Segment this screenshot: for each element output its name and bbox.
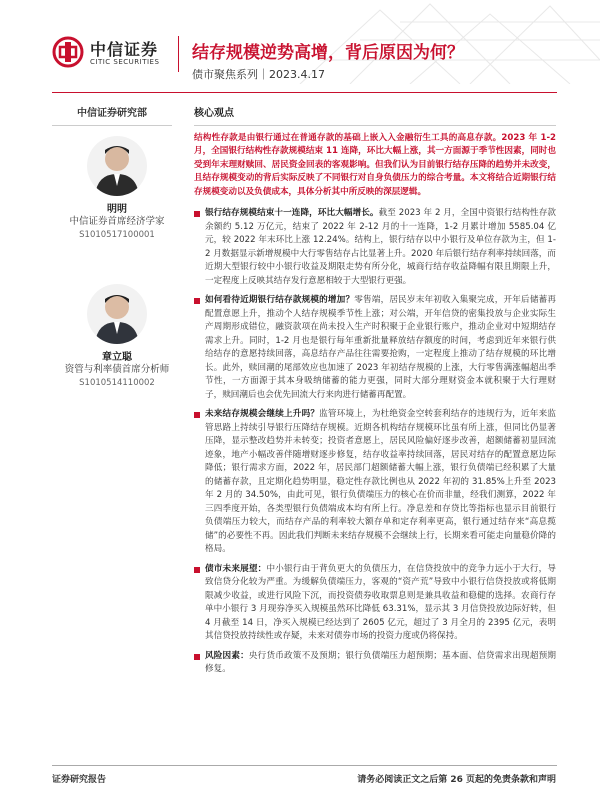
analyst-card [52,136,182,240]
bullet-item [194,408,556,557]
bullet-text: 央行货币政策不及预期；银行负债端压力超预期；基本面、信贷需求出现超预期修复。 [205,650,556,675]
analyst-photo [87,136,147,196]
header-divider [178,36,179,72]
left-column [52,104,182,126]
research-dept: 中信证券研究部 [77,108,147,119]
section-heading: 核心观点 [194,108,234,119]
avatar-icon [87,284,147,344]
summary-paragraph: 结构性存款是由银行通过在普通存款的基础上嵌入入金融衍生工具的高息存款。2023 年 1-2 月，全国银行结构性存款规模结束 11 连降，环比大幅上涨，其一方面源于季节性因素，同时也受到年末理财赎回、居民资金回表的客观影响。但我们认为目前银行结存压降的趋势并未改变，且结存规模变动的背后实际反映了不同银行对自身负债压力的综合考量。本文将结合近期银行结存规模变动以及负债成本，具体分析其中所反映的深层逻辑。 [194,133,556,197]
header-rule [52,92,557,93]
logo-text-cn: 中信证券 [90,40,159,59]
bullet-text: 截至 2023 年 2 月，全国中资银行结构性存款余额约 5.12 万亿元，结束了 2022 年 2-12 月的十一连降，1-2 月累计增加 5585.04 亿元，较 2022 年末环比上涨 12.24%。结构上，银行结存以中小银行及单位存款为主，但 1-2 月数据显示新增规模中大行零售结存占比显著上升。2020 年后银行结存利率持续回落，而近期大型银行较中小银行收益及期限走势有所分化，城商行结存收益降幅有限且期限上升，一定程度上反映其结存发行意愿相较于大型银行更强。 [205,208,556,286]
bullet-text: 中小银行由于背负更大的负债压力，在信贷投放中的竞争力远小于大行，导致信贷分化较为严重。为缓解负债端压力，客观的“资产荒”导致中小银行信贷投放或将低期限减少收益，或进行风险下沉，而投资债券收取票息则是兼具收益和稳健的选择。农商行存单中小银行 3 月现券净买入规模虽然环比降低 63.31%，显示其 3 月信贷投放边际好转，但 4 月截至 14 日，净买入规模已经达到了 2605 亿元，超过了 3 月全月的 2395 亿元，表明其信贷投放持续性或存疑，未来对债券市场的投资力度或仍将保持。 [205,563,556,642]
footer-disclaimer: 请务必阅读正文之后第 26 页起的免责条款和声明 [357,775,556,785]
bullet-item [194,650,556,677]
main-column [194,104,556,683]
bullet-text: 零售端，居民岁末年初收入集聚完成，开年后储蓄再配置意愿上升，推动个人结存规模季节性上涨；对公端，开年信贷的密集投放与企业实际生产周期形成错位，融资款项在尚未投入生产时积聚于企业银行账户，推动企业对中短期结存需求上升。同时，1-2 月也是银行每年重新批量释放结存额度的时间，考虑到近年来银行供给结存的意愿持续回落，高息结存产品往往需要抢购，一定程度上推动了结存规模的环比增长。此外，赎回潮的尾部效应也加速了 2023 年初结存规模的上涨，大行零售满涨幅超出季节性，一方面源于其本身吸纳储蓄的能力更强，同时大部分理财资金本就积聚于大行理财子，赎回潮后也会优先回流大行来肉进行储蓄再配置。 [205,295,556,400]
analyst-name: 章立聪 [102,352,132,363]
bullet-lead: 如何看待近期银行结存款规模的增加？ [205,295,355,306]
bullet-lead: 风险因素： [205,650,249,661]
analyst-id: S1010517100001 [79,230,155,240]
report-header [0,0,600,84]
bullet-lead: 债市未来展望： [205,563,267,574]
left-rule [52,125,172,126]
bullet-lead: 未来结存规模会继续上升吗？ [205,409,320,420]
footer-rule [52,765,557,766]
analyst-role: 中信证券首席经济学家 [69,216,165,227]
bullet-item [194,207,556,288]
analyst-id: S1010514110002 [79,378,155,388]
analyst-name: 明明 [107,204,127,215]
footer-label: 证券研究报告 [52,775,107,785]
bullet-lead: 银行结存规模结束十一连降，环比大幅增长。 [205,208,379,219]
bullet-item [194,294,556,402]
analyst-photo [87,284,147,344]
logo-text-en: CITIC SECURITIES [90,58,160,66]
bullet-list [194,207,556,677]
citic-logo [52,36,162,76]
bullet-text: 监管环境上，为杜绝资金空转套利结存的违规行为，近年来监管思路上持续引导银行压降结存规模。近期各机构结存规模环比虽有所上涨，但同比仍显著压降，显示整改趋势并未转变；投资者意愿上，居民风险偏好逐步改善，超额储蓄初显回流迹象，地产小幅改善伴随增财逐步修复，结存收益率持续回落，居民对结存的配置意愿边际降低；银行需求方面，2022 年，居民部门超额储蓄大幅上涨，银行负债端已经积累了大量的储蓄存款，且定期化趋势明显，稳定性存款比例也从 2022 年初的 31.85%上升至 2023 年 2 月的 34.50%，由此可见，银行负债端压力的核心在价而非量，经我们测算，2022 年三四季度开始，各类型银行负债端成本均有所上行。净息差和存贷比等指标也显示目前银行负债端压力较大，而结存产品的利率较大额存单和定存利率更高，银行通过结存来“高息揽储”的必要性不再。因此我们判断未来结存规模不会继续上行，长期来看可能走向量稳价降的格局。 [205,409,556,555]
report-series: 债市聚焦系列｜2023.4.17 [192,68,325,81]
bullet-item [194,563,556,644]
analyst-card [52,284,182,388]
analyst-role: 资管与利率债首席分析师 [64,364,170,375]
avatar-icon [87,136,147,196]
section-rule [194,125,556,126]
citic-logo-mark-icon [52,36,84,68]
report-title: 结存规模逆势高增，背后原因为何？ [192,43,464,63]
